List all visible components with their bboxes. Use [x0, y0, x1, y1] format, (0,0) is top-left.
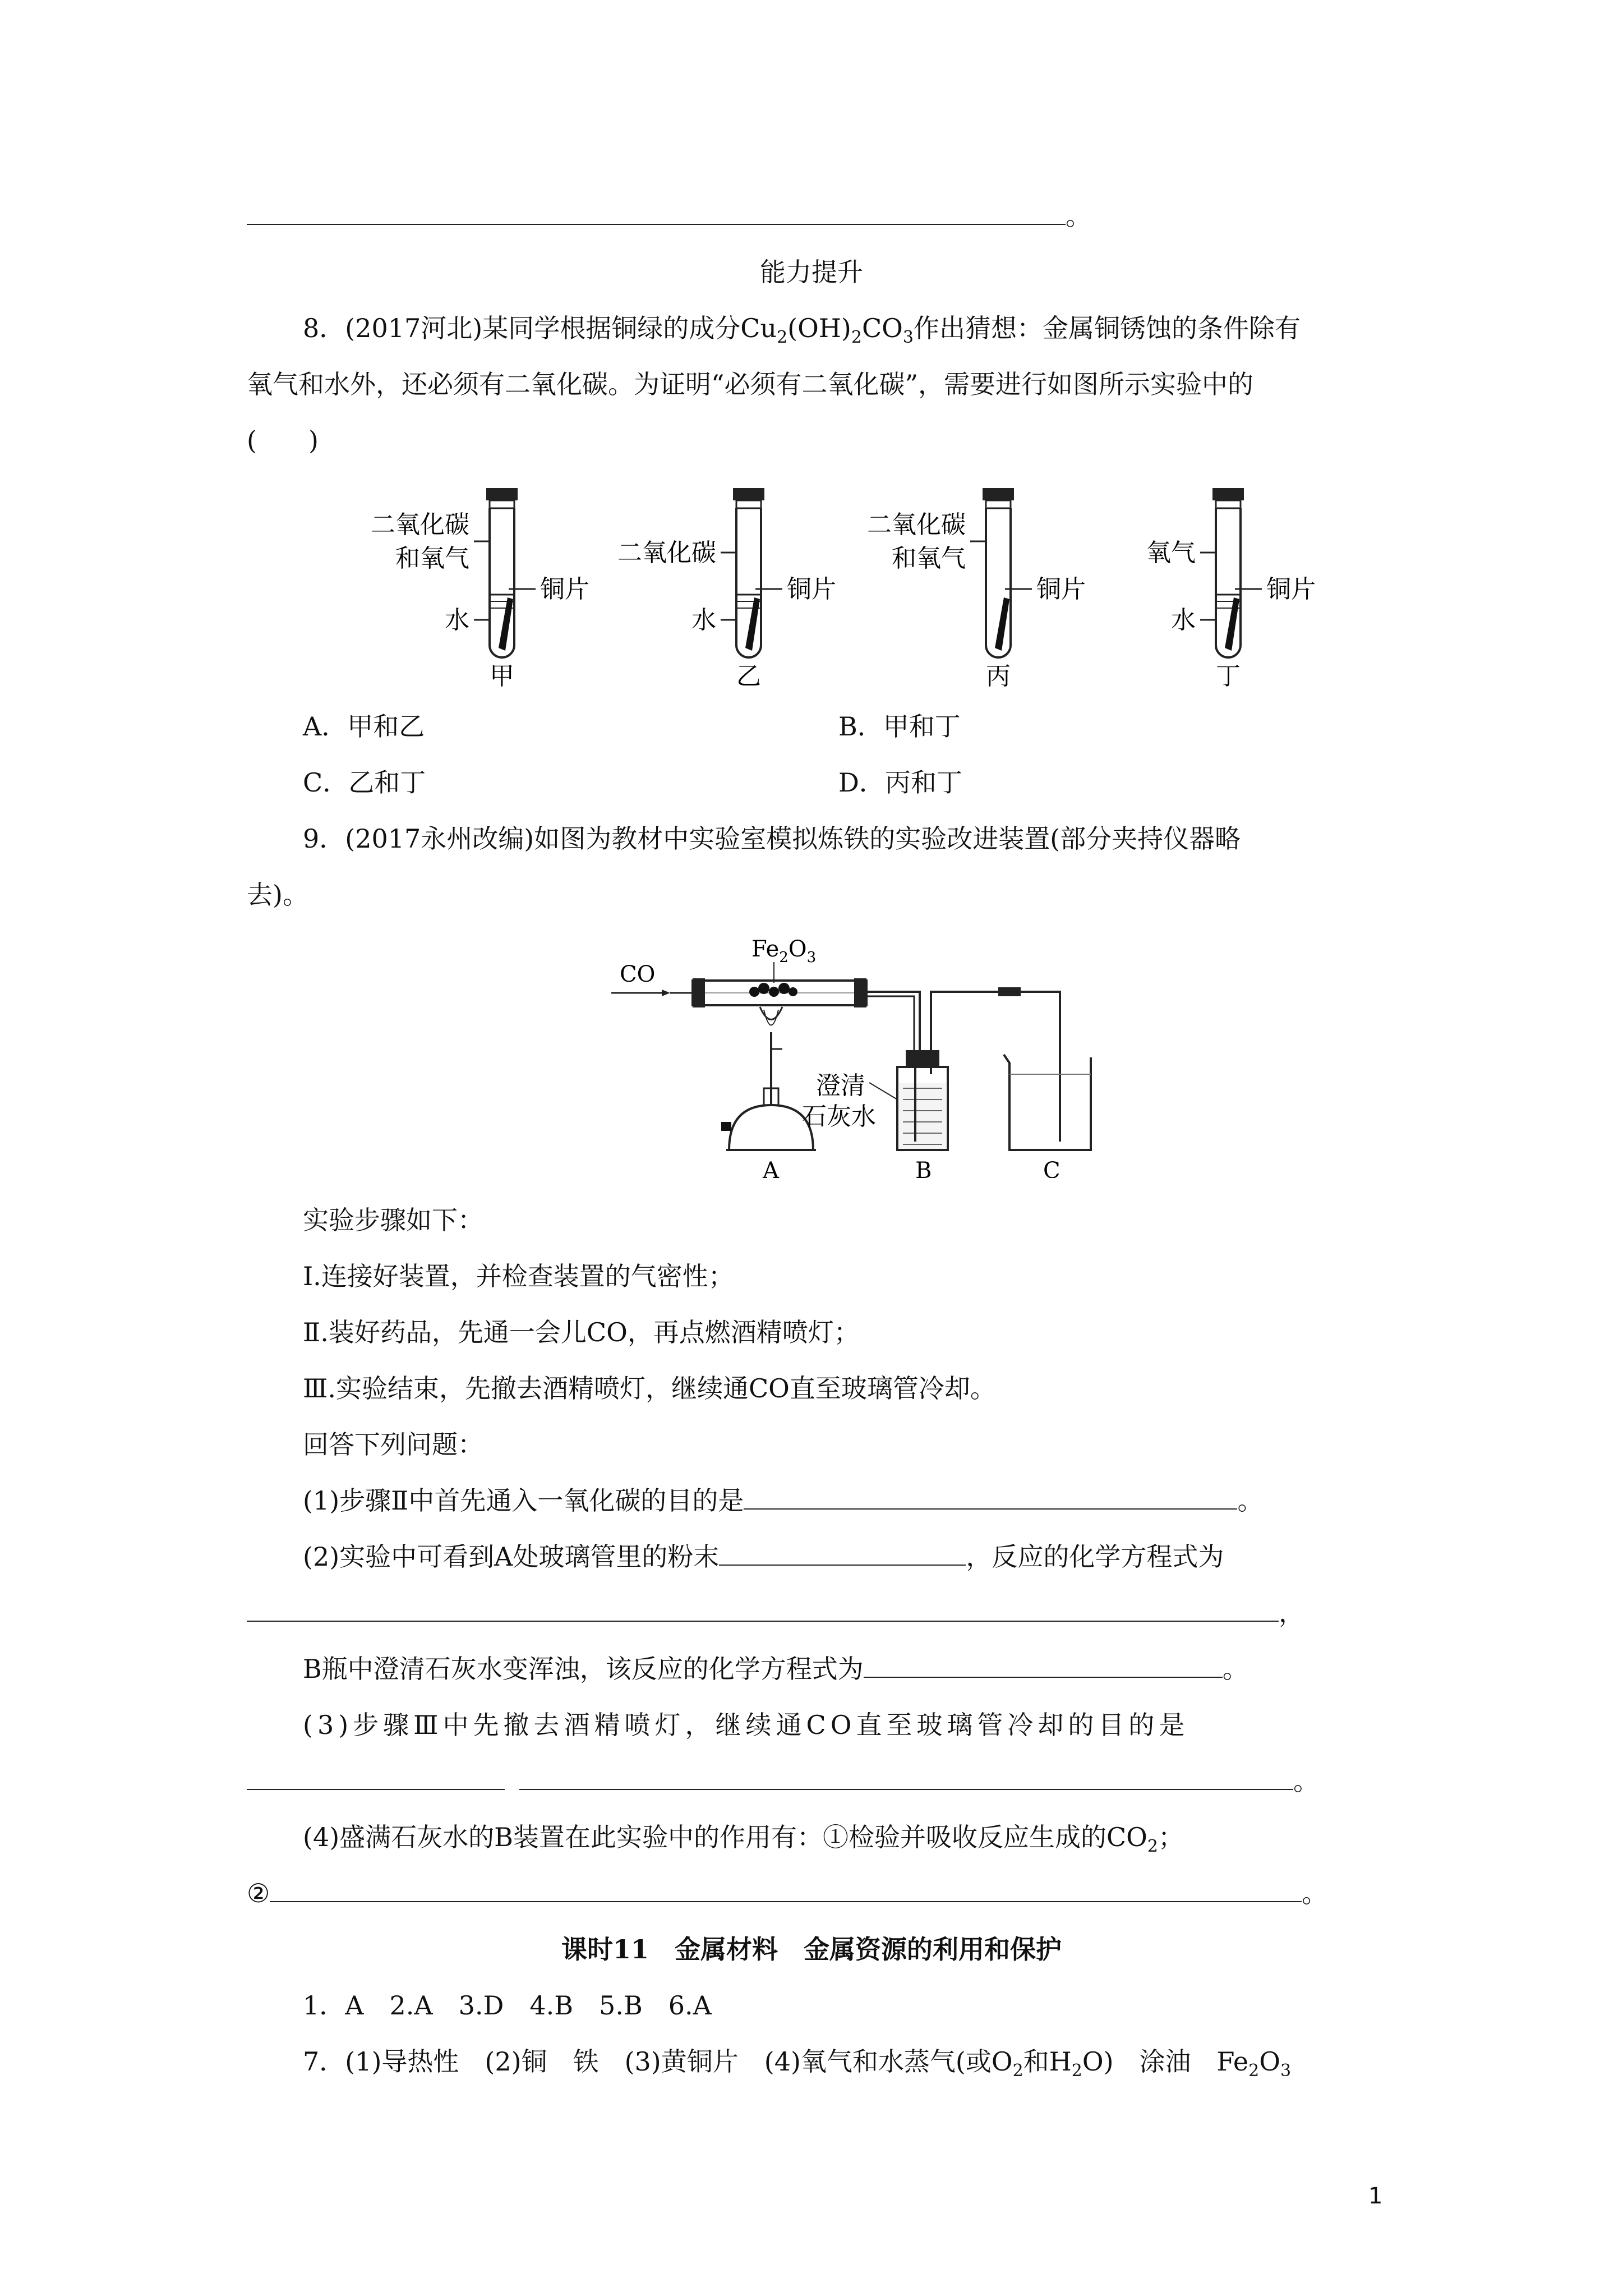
answer-blank-3b[interactable]	[519, 1764, 1293, 1790]
tube-jia-gas1: 二氧化碳	[371, 510, 469, 539]
tube-bing-copper: 铜片	[1036, 575, 1086, 604]
question-4-line2: ② 。	[247, 1876, 1327, 1910]
option-a[interactable]: A．甲和乙	[303, 711, 425, 742]
tube-jia-copper: 铜片	[540, 575, 589, 604]
apparatus-figure	[0, 920, 1623, 1178]
answers-line2: 7．(1)导热性 (2)铜 铁 (3)黄铜片 (4)氧气和水蒸气(或$O_2$和$H_2O$) 涂油 $Fe_2O_3$	[303, 2046, 1292, 2081]
label-c: C	[1043, 1158, 1061, 1178]
tube-bing	[867, 488, 1086, 691]
tube-ding-name: 丁	[1216, 662, 1241, 691]
answer-blank-1[interactable]	[744, 1484, 1237, 1510]
question-4: (4)盛满石灰水的B装置在此实验中的作用有：①检验并吸收反应生成的$CO_2$；	[303, 1822, 1184, 1857]
q8-line1: 8．(2017河北)某同学根据铜绿的成分$Cu_2(OH)_2CO_3$作出猜想：金属铜锈蚀的条件除有	[303, 313, 1301, 348]
answer-blank-3a[interactable]	[247, 1764, 505, 1790]
answers-title: 课时11 金属材料 金属资源的利用和保护	[561, 1934, 1062, 1964]
beaker	[1004, 1055, 1091, 1150]
question-3-line2: 。	[247, 1764, 1319, 1798]
co-inlet-label: CO	[620, 961, 656, 987]
question-2: (2)实验中可看到A处玻璃管里的粉末 ，反应的化学方程式为	[303, 1540, 1224, 1573]
tube-yi-copper: 铜片	[787, 575, 836, 604]
tube-ding-gas1: 氧气	[1146, 539, 1196, 567]
tube-yi	[617, 488, 836, 691]
q8-line3: ( )	[247, 425, 319, 455]
top-answer-line: 。	[247, 199, 1091, 233]
label-a: A	[763, 1158, 779, 1178]
answer-blank-2c[interactable]	[864, 1652, 1223, 1678]
tube-ding	[1146, 488, 1316, 691]
tube-yi-name: 乙	[736, 662, 761, 691]
tube-ding-copper: 铜片	[1266, 575, 1316, 604]
limewater-bottle	[897, 1050, 948, 1150]
answer-blank-4[interactable]	[270, 1876, 1302, 1902]
tube-yi-water: 水	[691, 606, 716, 634]
tube-jia-gas2: 和氧气	[395, 544, 469, 573]
fe2o3-label: $Fe_2O_3$	[751, 936, 817, 966]
question-2-line3: B瓶中澄清石灰水变浑浊，该反应的化学方程式为 。	[303, 1652, 1248, 1686]
q8-line2: 氧气和水外，还必须有二氧化碳。为证明“必须有二氧化碳”，需要进行如图所示实验中的	[247, 369, 1254, 399]
tube-jia	[371, 488, 589, 691]
step-3: Ⅲ.实验结束，先撤去酒精喷灯，继续通CO直至玻璃管冷却。	[303, 1373, 996, 1404]
option-c[interactable]: C．乙和丁	[303, 767, 426, 798]
steps-title: 实验步骤如下：	[303, 1205, 483, 1235]
label-b: B	[915, 1158, 932, 1178]
tube-yi-gas1: 二氧化碳	[617, 539, 716, 567]
answers-line1: 1．A 2.A 3.D 4.B 5.B 6.A	[303, 1990, 712, 2021]
option-d[interactable]: D．丙和丁	[838, 767, 962, 798]
tube-bing-gas1: 二氧化碳	[867, 510, 966, 539]
answer-blank[interactable]	[247, 199, 1066, 225]
question-3: (3)步骤Ⅲ中先撤去酒精喷灯，继续通CO直至玻璃管冷却的目的是	[303, 1710, 1189, 1740]
question-1: (1)步骤Ⅱ中首先通入一氧化碳的目的是 。	[303, 1484, 1263, 1517]
tube-ding-water: 水	[1171, 606, 1196, 634]
answer-blank-2b[interactable]	[247, 1596, 1279, 1622]
answer-blank-2a[interactable]	[719, 1540, 966, 1566]
answer-prompt: 回答下列问题：	[303, 1429, 483, 1460]
section-title: 能力提升	[760, 257, 863, 287]
question-2-line2: ，	[247, 1596, 1304, 1630]
step-2: Ⅱ.装好药品，先通一会儿CO，再点燃酒精喷灯；	[303, 1317, 860, 1347]
limewater-label-1: 澄清	[816, 1071, 865, 1100]
test-tube-figure	[0, 477, 1623, 696]
q9-line2: 去)。	[247, 880, 308, 910]
tube-bing-gas2: 和氧气	[892, 544, 966, 573]
step-1: Ⅰ.连接好装置，并检查装置的气密性；	[303, 1261, 734, 1291]
limewater-label-2: 石灰水	[802, 1102, 876, 1131]
tube-bing-name: 丙	[986, 662, 1011, 691]
fe2o3-powder	[749, 983, 797, 997]
option-b[interactable]: B．甲和丁	[838, 711, 961, 742]
tube-jia-water: 水	[445, 606, 469, 634]
q9-line1: 9．(2017永州改编)如图为教材中实验室模拟炼铁的实验改进装置(部分夹持仪器略	[303, 823, 1241, 854]
tube-jia-name: 甲	[490, 662, 514, 691]
page-number: 1	[1368, 2183, 1383, 2209]
